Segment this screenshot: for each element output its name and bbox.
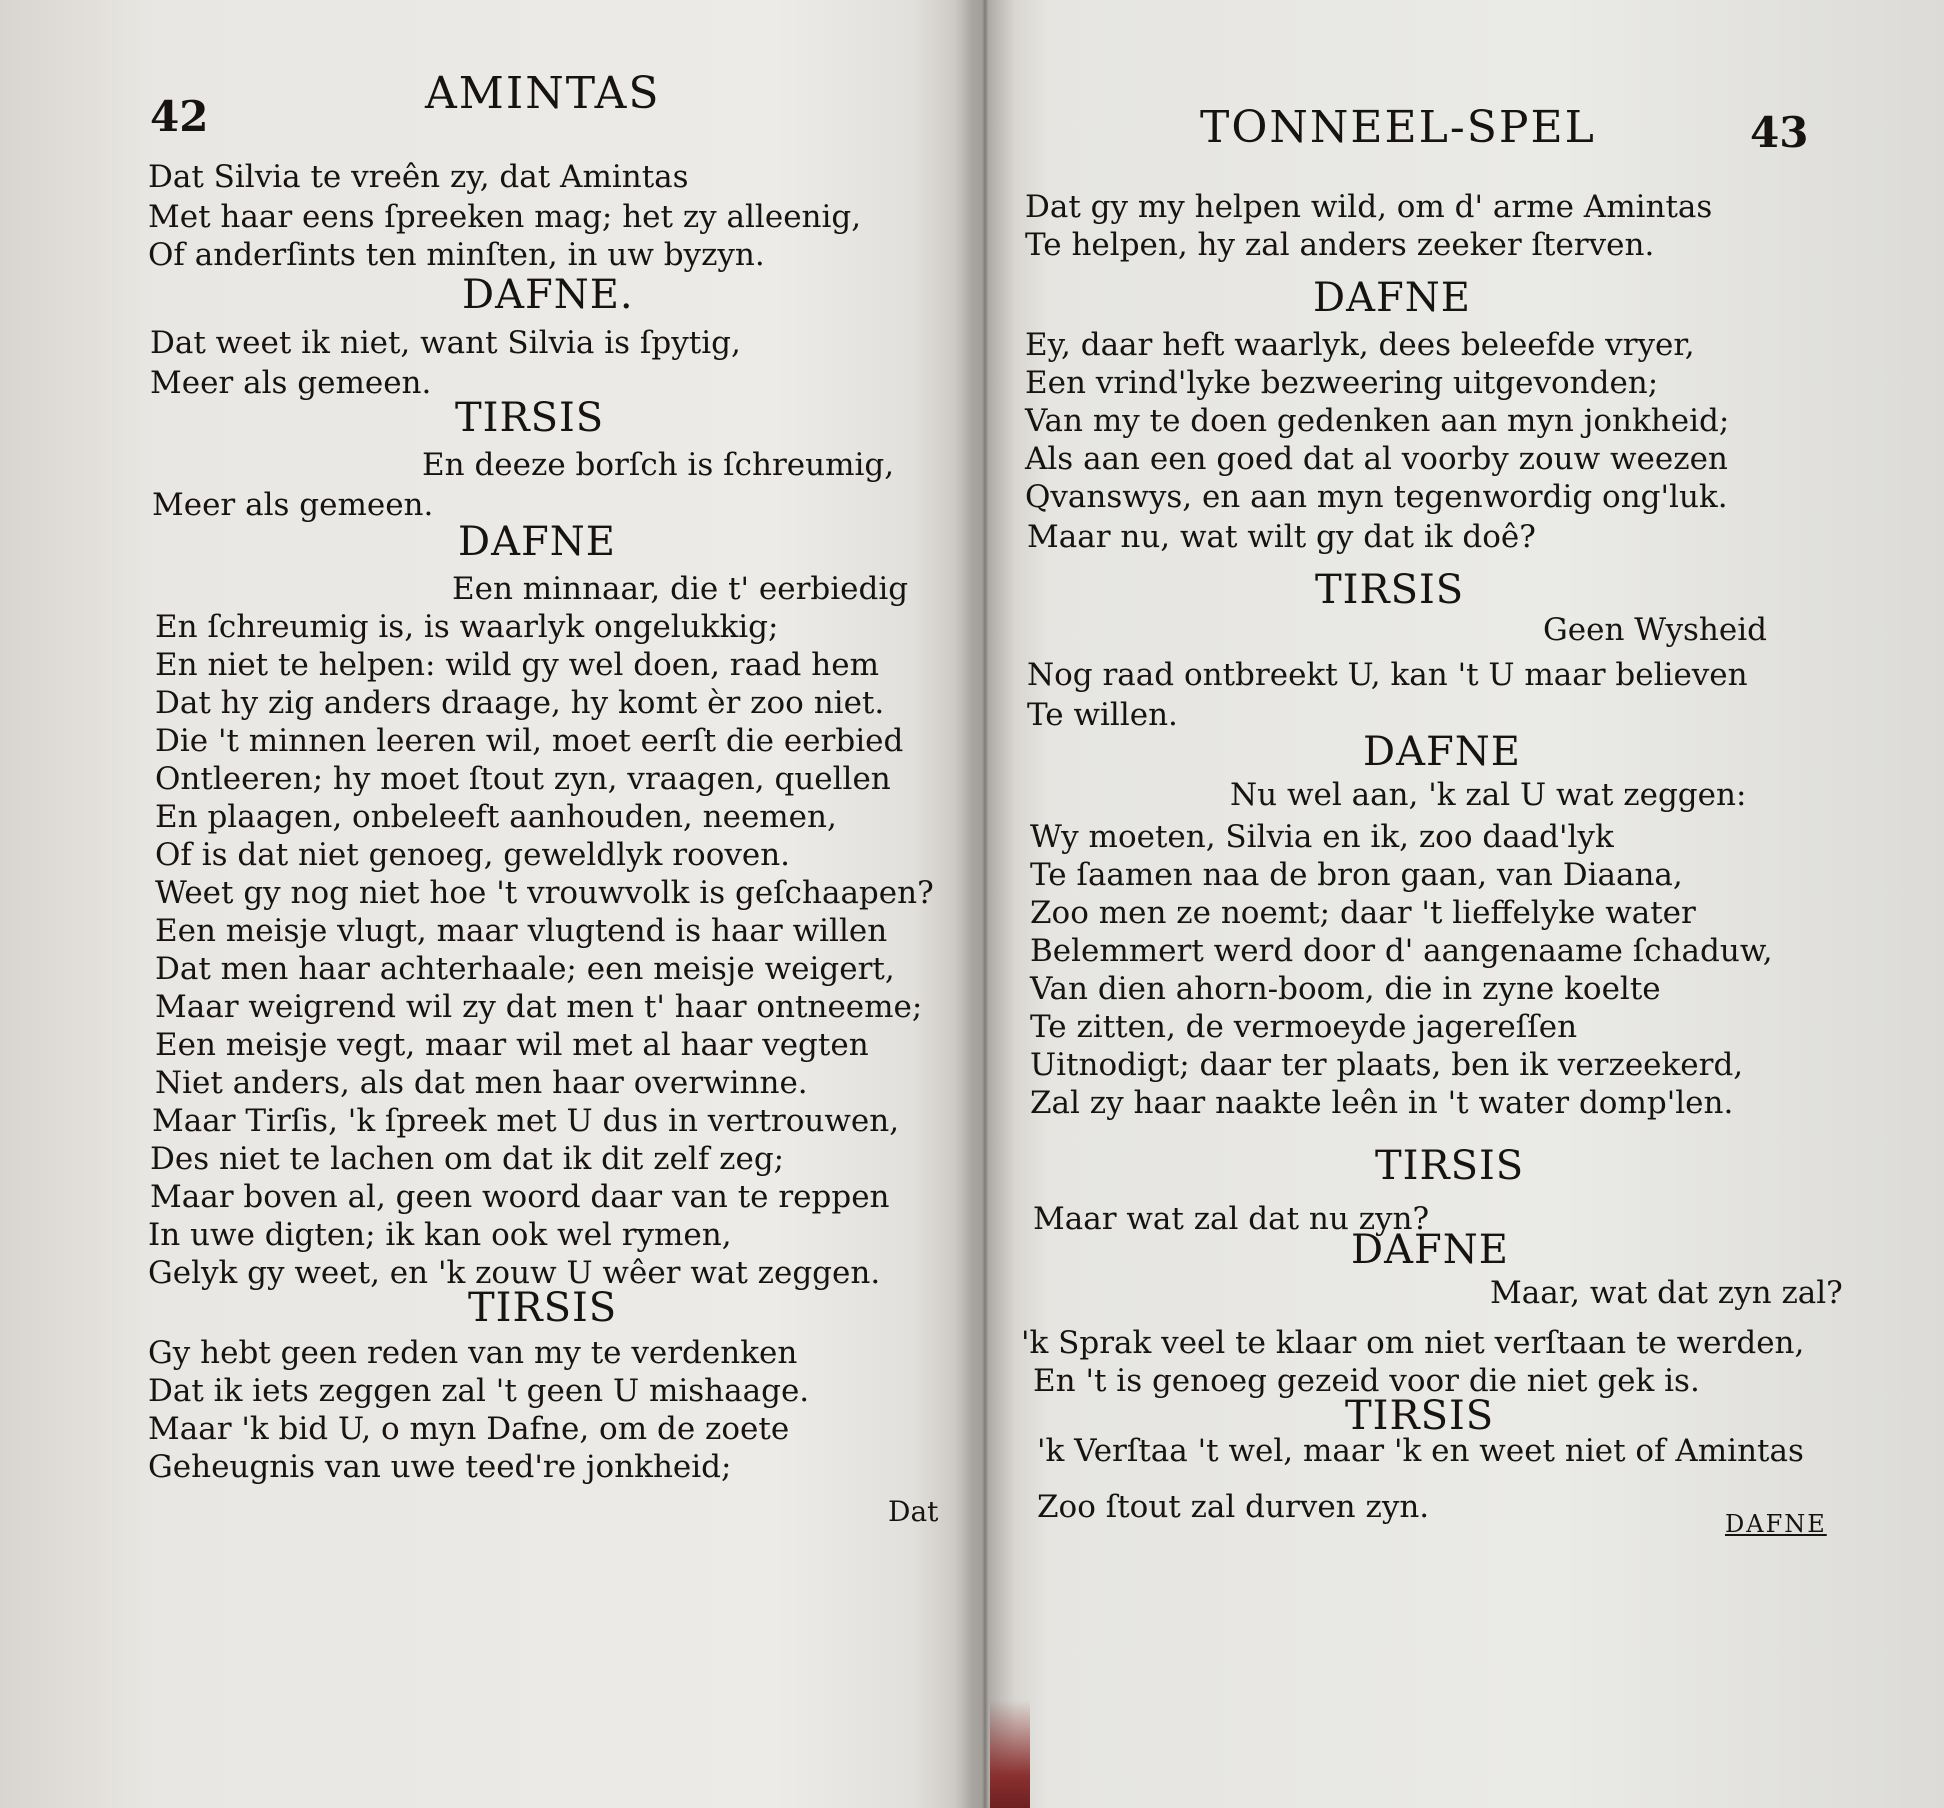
verse-line: En ſchreumig is, is waarlyk ongelukkig;: [155, 609, 779, 645]
verse-line: Maar 'k bid U, o myn Dafne, om de zoete: [148, 1411, 790, 1447]
verse-line: Een meisje vlugt, maar vlugtend is haar willen: [155, 913, 888, 949]
speaker-name: DAFNE: [1351, 1227, 1509, 1273]
verse-line: Van dien ahorn-boom, die in zyne koelte: [1030, 971, 1661, 1007]
verse-line: Geen Wysheid: [1543, 612, 1767, 648]
speaker-name: DAFNE: [1363, 729, 1521, 775]
verse-line: Uitnodigt; daar ter plaats, ben ik verzeekerd,: [1030, 1047, 1744, 1083]
running-head: TONNEEL-SPEL: [1200, 102, 1596, 153]
verse-line: Zal zy haar naakte leên in 't water domp'len.: [1030, 1085, 1734, 1121]
verse-line: Of anderſints ten minſten, in uw byzyn.: [148, 237, 765, 273]
catchword: DAFNE: [1725, 1510, 1827, 1538]
verse-line: Zoo men ze noemt; daar 't lieffelyke water: [1030, 895, 1696, 931]
speaker-name: DAFNE.: [462, 272, 634, 318]
verse-line: En 't is genoeg gezeid voor die niet gek is.: [1033, 1363, 1700, 1399]
verse-line: Dat weet ik niet, want Silvia is ſpytig,: [150, 325, 741, 361]
verse-line: Belemmert werd door d' aangenaame ſchaduw,: [1030, 933, 1773, 969]
verse-line: Te zitten, de vermoeyde jagereſſen: [1030, 1009, 1578, 1045]
left-page: [0, 0, 970, 1808]
catchword: Dat: [888, 1495, 939, 1528]
verse-line: En plaagen, onbeleeft aanhouden, neemen,: [155, 799, 837, 835]
verse-line: Een minnaar, die t' eerbiedig: [452, 571, 909, 607]
verse-line: Weet gy nog niet hoe 't vrouwvolk is geſchaapen?: [155, 875, 934, 911]
verse-line: Niet anders, als dat men haar overwinne.: [155, 1065, 808, 1101]
running-head: AMINTAS: [425, 68, 661, 119]
verse-line: Zoo ſtout zal durven zyn.: [1037, 1489, 1430, 1525]
speaker-name: TIRSIS: [455, 395, 605, 441]
verse-line: Des niet te lachen om dat ik dit zelf zeg;: [150, 1141, 785, 1177]
verse-line: Nog raad ontbreekt U, kan 't U maar believen: [1027, 657, 1748, 693]
verse-line: En deeze borſch is ſchreumig,: [422, 447, 895, 483]
verse-line: Die 't minnen leeren wil, moet eerſt die eerbied: [155, 723, 904, 759]
verse-line: Dat Silvia te vreên zy, dat Amintas: [148, 159, 689, 195]
speaker-name: DAFNE: [1313, 275, 1471, 321]
verse-line: Dat gy my helpen wild, om d' arme Amintas: [1025, 189, 1713, 225]
verse-line: Een meisje vegt, maar wil met al haar vegten: [155, 1027, 869, 1063]
verse-line: Dat hy zig anders draage, hy komt èr zoo niet.: [155, 685, 885, 721]
verse-line: Qvanswys, en aan myn tegenwordig ong'luk.: [1025, 479, 1728, 515]
speaker-name: TIRSIS: [1315, 567, 1465, 613]
verse-line: Wy moeten, Silvia en ik, zoo daad'lyk: [1030, 819, 1614, 855]
verse-line: Gelyk gy weet, en 'k zouw U wêer wat zeggen.: [148, 1255, 881, 1291]
verse-line: Geheugnis van uwe teed're jonkheid;: [148, 1449, 732, 1485]
verse-line: Maar weigrend wil zy dat men t' haar ontneeme;: [155, 989, 923, 1025]
verse-line: Maar, wat dat zyn zal?: [1490, 1275, 1843, 1311]
verse-line: Meer als gemeen.: [150, 365, 432, 401]
verse-line: In uwe digten; ik kan ook wel rymen,: [148, 1217, 732, 1253]
verse-line: Maar boven al, geen woord daar van te reppen: [150, 1179, 890, 1215]
page-number: 43: [1750, 108, 1809, 157]
verse-line: Te ſaamen naa de bron gaan, van Diaana,: [1030, 857, 1683, 893]
verse-line: Maar nu, wat wilt gy dat ik doê?: [1027, 519, 1536, 555]
verse-line: Of is dat niet genoeg, geweldlyk rooven.: [155, 837, 791, 873]
verse-line: Maar wat zal dat nu zyn?: [1033, 1201, 1430, 1237]
page-number: 42: [150, 92, 209, 141]
verse-line: Maar Tirſis, 'k ſpreek met U dus in vertrouwen,: [152, 1103, 900, 1139]
verse-line: Van my te doen gedenken aan myn jonkheid;: [1025, 403, 1730, 439]
right-page: [975, 0, 1944, 1808]
verse-line: En niet te helpen: wild gy wel doen, raad hem: [155, 647, 879, 683]
verse-line: 'k Sprak veel te klaar om niet verſtaan te werden,: [1021, 1325, 1805, 1361]
verse-line: 'k Verſtaa 't wel, maar 'k en weet niet of Amintas: [1037, 1433, 1804, 1469]
verse-line: Als aan een goed dat al voorby zouw weezen: [1025, 441, 1728, 477]
speaker-name: TIRSIS: [1375, 1143, 1525, 1189]
verse-line: Te helpen, hy zal anders zeeker ſterven.: [1025, 227, 1655, 263]
verse-line: Dat ik iets zeggen zal 't geen U mishaage.: [148, 1373, 810, 1409]
verse-line: Te willen.: [1027, 697, 1178, 733]
speaker-name: DAFNE: [458, 519, 616, 565]
verse-line: Meer als gemeen.: [152, 487, 434, 523]
verse-line: Ey, daar heft waarlyk, dees beleefde vryer,: [1025, 327, 1695, 363]
speaker-name: TIRSIS: [468, 1285, 618, 1331]
verse-line: Gy hebt geen reden van my te verdenken: [148, 1335, 798, 1371]
verse-line: Dat men haar achterhaale; een meisje weigert,: [155, 951, 895, 987]
speaker-name: TIRSIS: [1345, 1393, 1495, 1439]
verse-line: Met haar eens ſpreeken mag; het zy alleenig,: [148, 199, 862, 235]
verse-line: Een vrind'lyke bezweering uitgevonden;: [1025, 365, 1659, 401]
verse-line: Nu wel aan, 'k zal U wat zeggen:: [1230, 777, 1747, 813]
verse-line: Ontleeren; hy moet ſtout zyn, vraagen, quellen: [155, 761, 891, 797]
